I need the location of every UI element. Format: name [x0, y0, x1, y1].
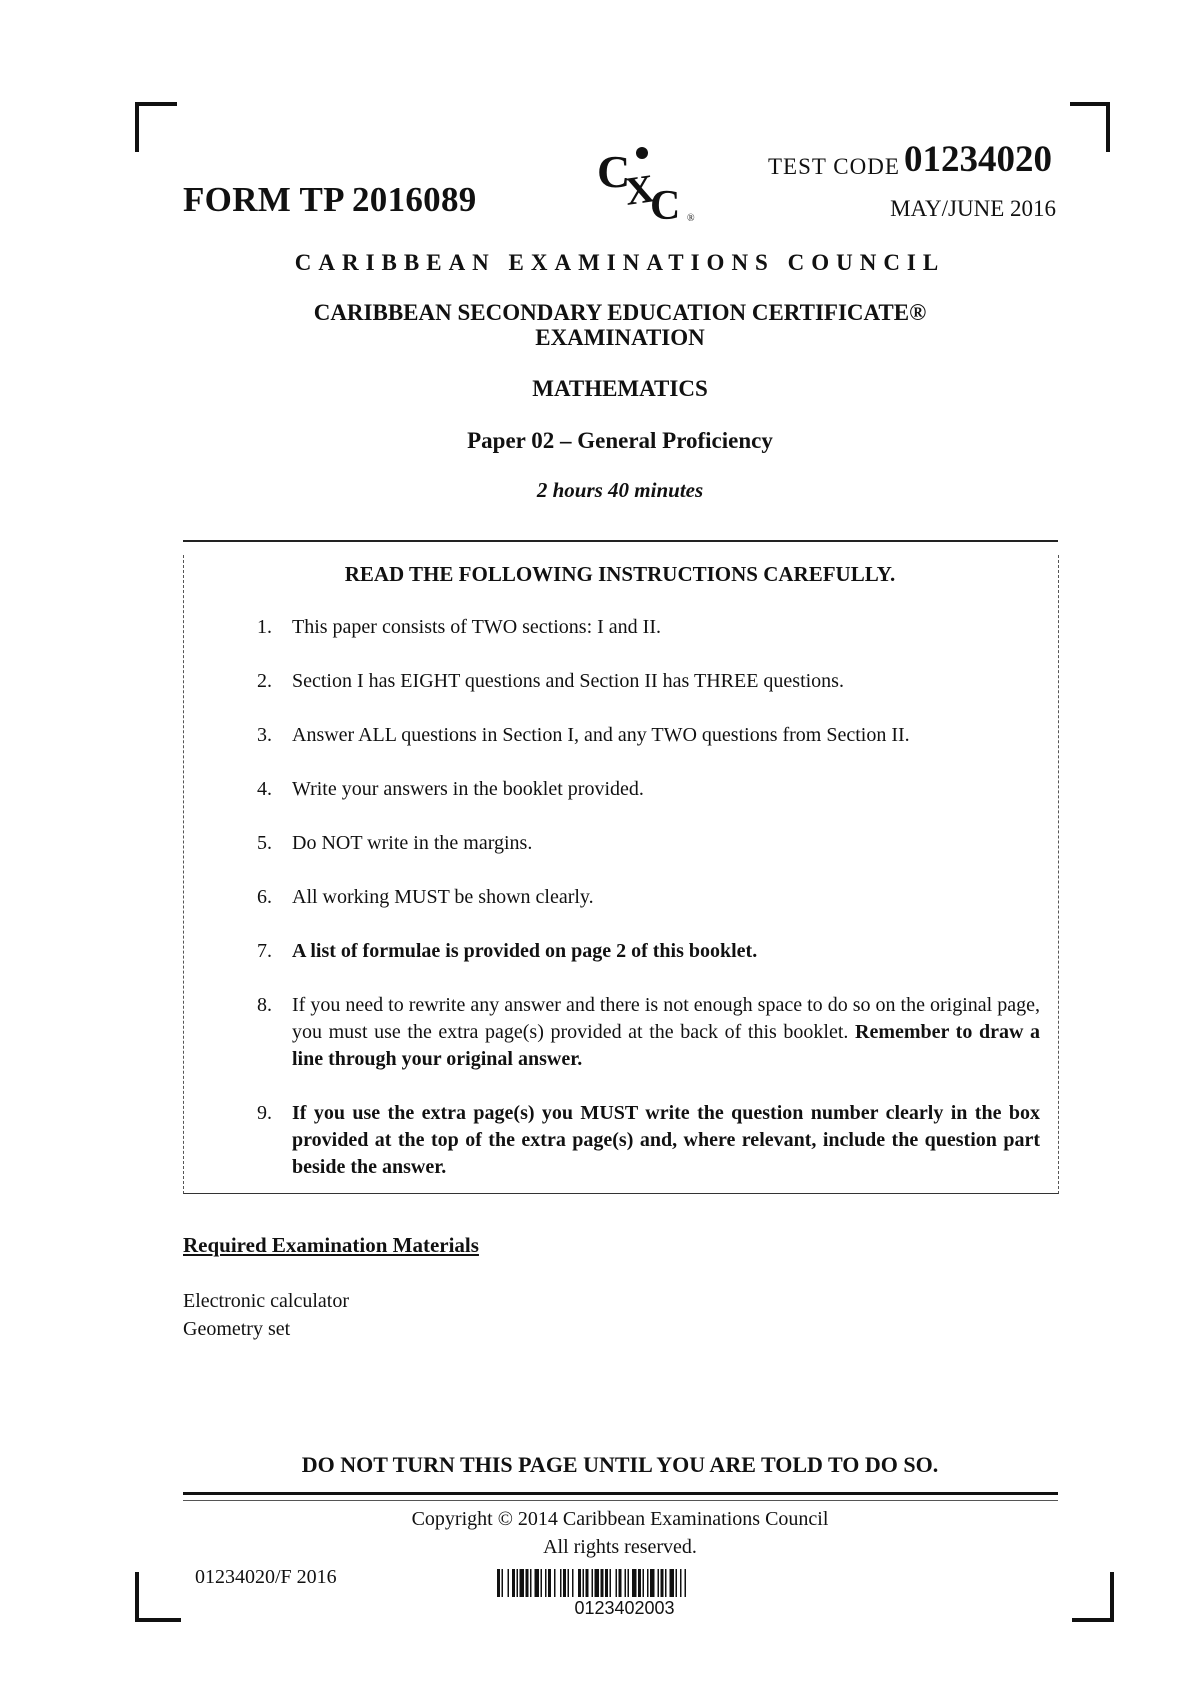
barcode-bar: [625, 1569, 627, 1597]
barcode-bar: [595, 1569, 600, 1597]
barcode-bar: [628, 1569, 630, 1597]
copyright-notice: Copyright © 2014 Caribbean Examinations Council: [411, 1508, 829, 1530]
barcode-bar: [619, 1569, 622, 1597]
instruction-item: [250, 938, 1040, 965]
instructions-heading: READ THE FOLLOWING INSTRUCTIONS CAREFULLY.: [344, 562, 896, 586]
barcode-bar: [605, 1569, 608, 1597]
barcode-bar: [526, 1569, 529, 1597]
instruction-number: 8.: [257, 994, 272, 1016]
instruction-text: A list of formulae is provided on page 2 of this booklet.: [292, 940, 758, 962]
instruction-number: 6.: [257, 886, 272, 908]
instruction-item: [250, 1100, 1040, 1181]
crop-mark-bottom-left: [135, 1572, 181, 1622]
svg-text:X: X: [621, 165, 657, 214]
instruction-number: 7.: [257, 940, 272, 962]
barcode-bar: [554, 1569, 556, 1597]
instruction-item: [250, 884, 1040, 911]
barcode-bar: [685, 1569, 687, 1597]
do-not-turn-warning: DO NOT TURN THIS PAGE UNTIL YOU ARE TOLD TO DO SO.: [301, 1452, 939, 1477]
barcode-bar: [497, 1569, 500, 1597]
svg-text:C: C: [597, 146, 631, 197]
instruction-item: [250, 776, 1040, 803]
instruction-text: If you use the extra page(s) you MUST write the question number clearly in the box provided at the top of the extra page(s) and, where relevant, include the question part beside the answer.: [292, 1102, 1040, 1178]
instruction-number: 3.: [257, 724, 272, 746]
barcode-bar: [650, 1569, 655, 1597]
crop-mark-top-left: [135, 102, 177, 152]
barcode-bar: [583, 1569, 585, 1597]
barcode-bar: [508, 1569, 510, 1597]
footer-rule: [183, 1492, 1058, 1495]
barcode-bar: [578, 1569, 581, 1597]
barcode-bar: [517, 1569, 519, 1597]
barcode-bar: [548, 1569, 551, 1597]
barcode-bar: [610, 1569, 612, 1597]
instruction-text: Section I has EIGHT questions and Section II has THREE questions.: [292, 670, 844, 692]
instruction-item: [250, 614, 1040, 641]
barcode-bar: [665, 1569, 667, 1597]
barcode-bar: [560, 1569, 562, 1597]
barcode-bar: [545, 1569, 547, 1597]
instruction-number: 1.: [257, 616, 272, 638]
crop-mark-bottom-right: [1072, 1572, 1114, 1622]
barcode-bar: [638, 1569, 641, 1597]
barcode-bar: [572, 1569, 574, 1597]
footer-rule-thin: [183, 1500, 1058, 1501]
subject-title: MATHEMATICS: [532, 376, 708, 401]
barcode-bar: [530, 1569, 532, 1597]
cxc-logo: [595, 145, 705, 225]
barcode-bar: [643, 1569, 645, 1597]
instruction-number: 5.: [257, 832, 272, 854]
certificate-title-line1: CARIBBEAN SECONDARY EDUCATION CERTIFICATE®: [313, 300, 927, 325]
rights-notice: All rights reserved.: [543, 1536, 697, 1558]
council-name: CARIBBEAN EXAMINATIONS COUNCIL: [294, 250, 946, 275]
materials-item: Electronic calculator: [183, 1290, 350, 1312]
barcode-bar: [541, 1569, 543, 1597]
barcode-bar: [563, 1569, 566, 1597]
instruction-number: 9.: [257, 1102, 272, 1124]
barcode-bar: [632, 1569, 637, 1597]
instructions-box: [183, 555, 1059, 1194]
exam-duration: 2 hours 40 minutes: [536, 478, 704, 502]
instruction-number: 2.: [257, 670, 272, 692]
barcode-bar: [586, 1569, 589, 1597]
barcode-bar: [658, 1569, 660, 1597]
materials-heading: Required Examination Materials: [183, 1233, 479, 1257]
instruction-text: This paper consists of TWO sections: I and II.: [292, 616, 661, 638]
barcode-bar: [512, 1569, 515, 1597]
instruction-text: Answer ALL questions in Section I, and any TWO questions from Section II.: [292, 724, 910, 746]
svg-text:®: ®: [687, 213, 695, 224]
instruction-item: [250, 668, 1040, 695]
barcode-bar: [502, 1569, 504, 1597]
barcode-bar: [680, 1569, 682, 1597]
instruction-text: Write your answers in the booklet provided.: [292, 778, 644, 800]
barcode-number: 0123402003: [574, 1598, 675, 1618]
barcode-bar: [676, 1569, 678, 1597]
instruction-item: [250, 992, 1040, 1073]
barcode-bar: [670, 1569, 675, 1597]
barcode-bar: [592, 1569, 594, 1597]
instruction-item: [250, 830, 1040, 857]
instruction-text-main: If you need to rewrite any answer and there is not enough space to do so on the original page, you must use the extra page(s) provided at the back of this booklet.: [292, 994, 1040, 1043]
exam-session: MAY/JUNE 2016: [890, 196, 1056, 221]
barcode-bar: [568, 1569, 570, 1597]
barcode-bar: [520, 1569, 525, 1597]
test-code-value: 01234020: [904, 139, 1052, 180]
barcode-bar: [601, 1569, 604, 1597]
instruction-text: All working MUST be shown clearly.: [292, 886, 594, 908]
form-number: FORM TP 2016089: [183, 180, 477, 219]
document-reference: 01234020/F 2016: [195, 1566, 337, 1588]
materials-item: Geometry set: [183, 1318, 291, 1340]
paper-title: Paper 02 – General Proficiency: [467, 428, 773, 453]
svg-text:C: C: [650, 183, 681, 225]
certificate-title-line2: EXAMINATION: [535, 325, 705, 350]
barcode-bar: [647, 1569, 649, 1597]
certificate-title: [180, 300, 1060, 350]
crop-mark-top-right: [1070, 102, 1110, 152]
test-code-label: TEST CODE: [768, 154, 900, 179]
barcode-bar: [616, 1569, 618, 1597]
instruction-text-emphasis: Remember to draw a line through your original answer.: [292, 1021, 1040, 1070]
divider-rule: [183, 540, 1058, 542]
barcode: [497, 1569, 752, 1597]
instruction-item: [250, 722, 1040, 749]
barcode-bar: [661, 1569, 664, 1597]
instruction-number: 4.: [257, 778, 272, 800]
barcode-bar: [535, 1569, 540, 1597]
instruction-text: [292, 992, 1040, 1073]
instruction-text: Do NOT write in the margins.: [292, 832, 533, 854]
